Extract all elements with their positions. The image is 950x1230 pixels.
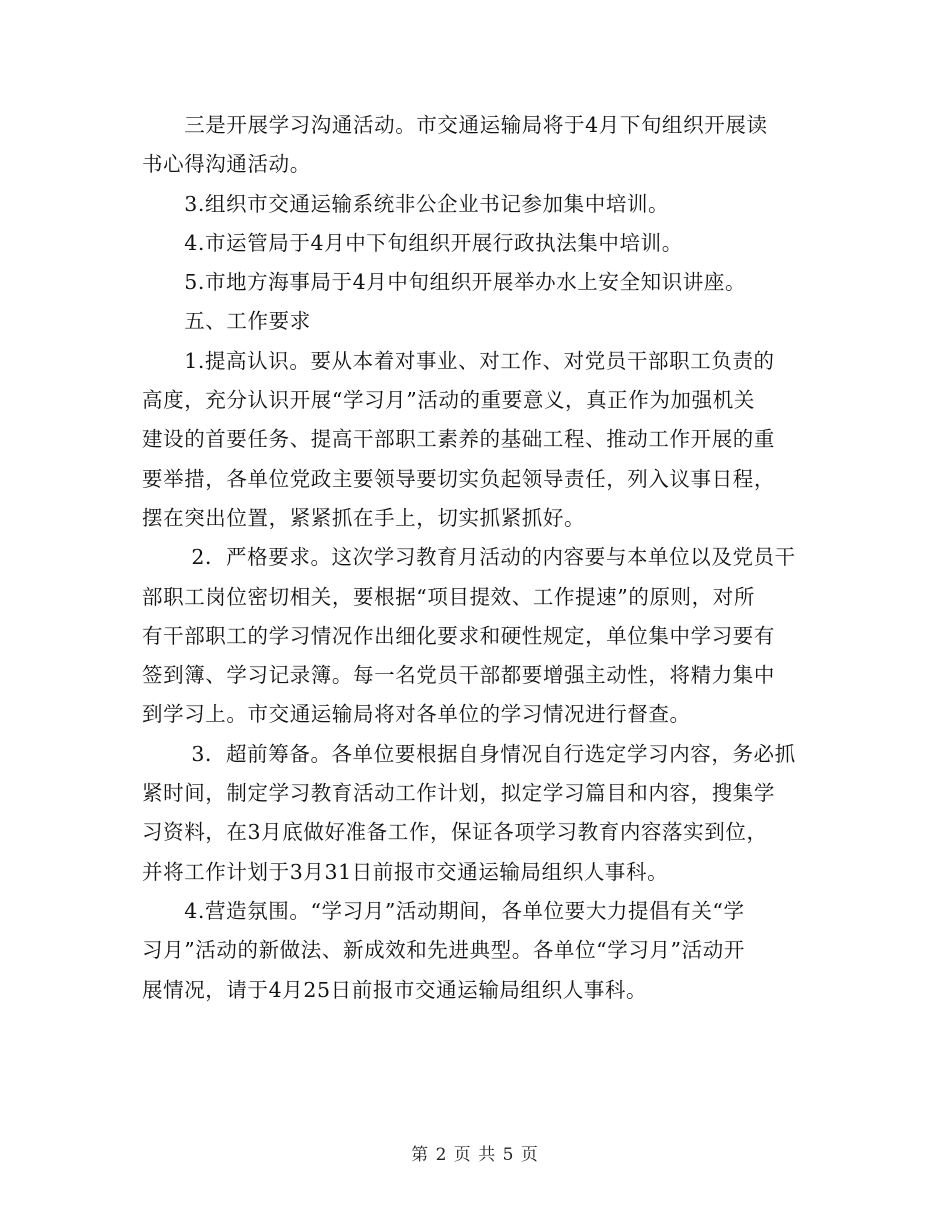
text-line: 到学习上。市交通运输局将对各单位的学习情况进行督查。: [142, 702, 691, 727]
text-line: 5.市地方海事局于4月中旬组织开展举办水上安全知识讲座。: [142, 270, 747, 295]
text-line: 书心得沟通活动。: [142, 152, 311, 177]
text-line: 1.提高认识。要从本着对事业、对工作、对党员干部职工负责的: [142, 348, 775, 373]
document-body: [142, 106, 806, 1010]
section-heading: 五、工作要求: [142, 309, 311, 334]
text-line: 三是开展学习沟通活动。市交通运输局将于4月下旬组织开展读: [142, 113, 768, 137]
text-line: 3．超前筹备。各单位要根据自身情况自行选定学习内容，务必抓: [142, 741, 796, 766]
text-line: 建设的首要任务、提高干部职工素养的基础工程、推动工作开展的重: [142, 427, 775, 452]
text-line: 签到簿、学习记录簿。每一名党员干部都要增强主动性，将精力集中: [142, 663, 775, 688]
text-line: 摆在突出位置，紧紧抓在手上，切实抓紧抓好。: [142, 505, 586, 530]
text-line: 习资料，在3月底做好准备工作，保证各项学习教育内容落实到位，: [142, 820, 768, 845]
text-line: 展情况，请于4月25日前报市交通运输局组织人事科。: [142, 977, 648, 1002]
text-line: 2．严格要求。这次学习教育月活动的内容要与本单位以及党员干: [142, 545, 796, 570]
page-number-footer: 第 2 页 共 5 页: [411, 1145, 539, 1165]
text-line: 习月”活动的新做法、新成效和先进典型。各单位“学习月”活动开: [142, 938, 745, 963]
text-line: 4.营造氛围。“学习月”活动期间，各单位要大力提倡有关“学: [142, 898, 745, 923]
text-line: 高度，充分认识开展“学习月”活动的重要意义，真正作为加强机关: [142, 388, 755, 413]
text-line: 并将工作计划于3月31日前报市交通运输局组织人事科。: [142, 859, 669, 884]
text-line: 4.市运管局于4月中下旬组织开展行政执法集中培训。: [142, 230, 683, 255]
text-line: 有干部职工的学习情况作出细化要求和硬性规定，单位集中学习要有: [142, 623, 775, 648]
text-line: 3.组织市交通运输系统非公企业书记参加集中培训。: [142, 191, 670, 216]
text-line: 要举措，各单位党政主要领导要切实负起领导责任，列入议事日程，: [142, 466, 775, 491]
text-line: 紧时间，制定学习教育活动工作计划，拟定学习篇目和内容，搜集学: [142, 781, 775, 806]
text-line: 部职工岗位密切相关，要根据“项目提效、工作提速”的原则，对所: [142, 584, 755, 609]
